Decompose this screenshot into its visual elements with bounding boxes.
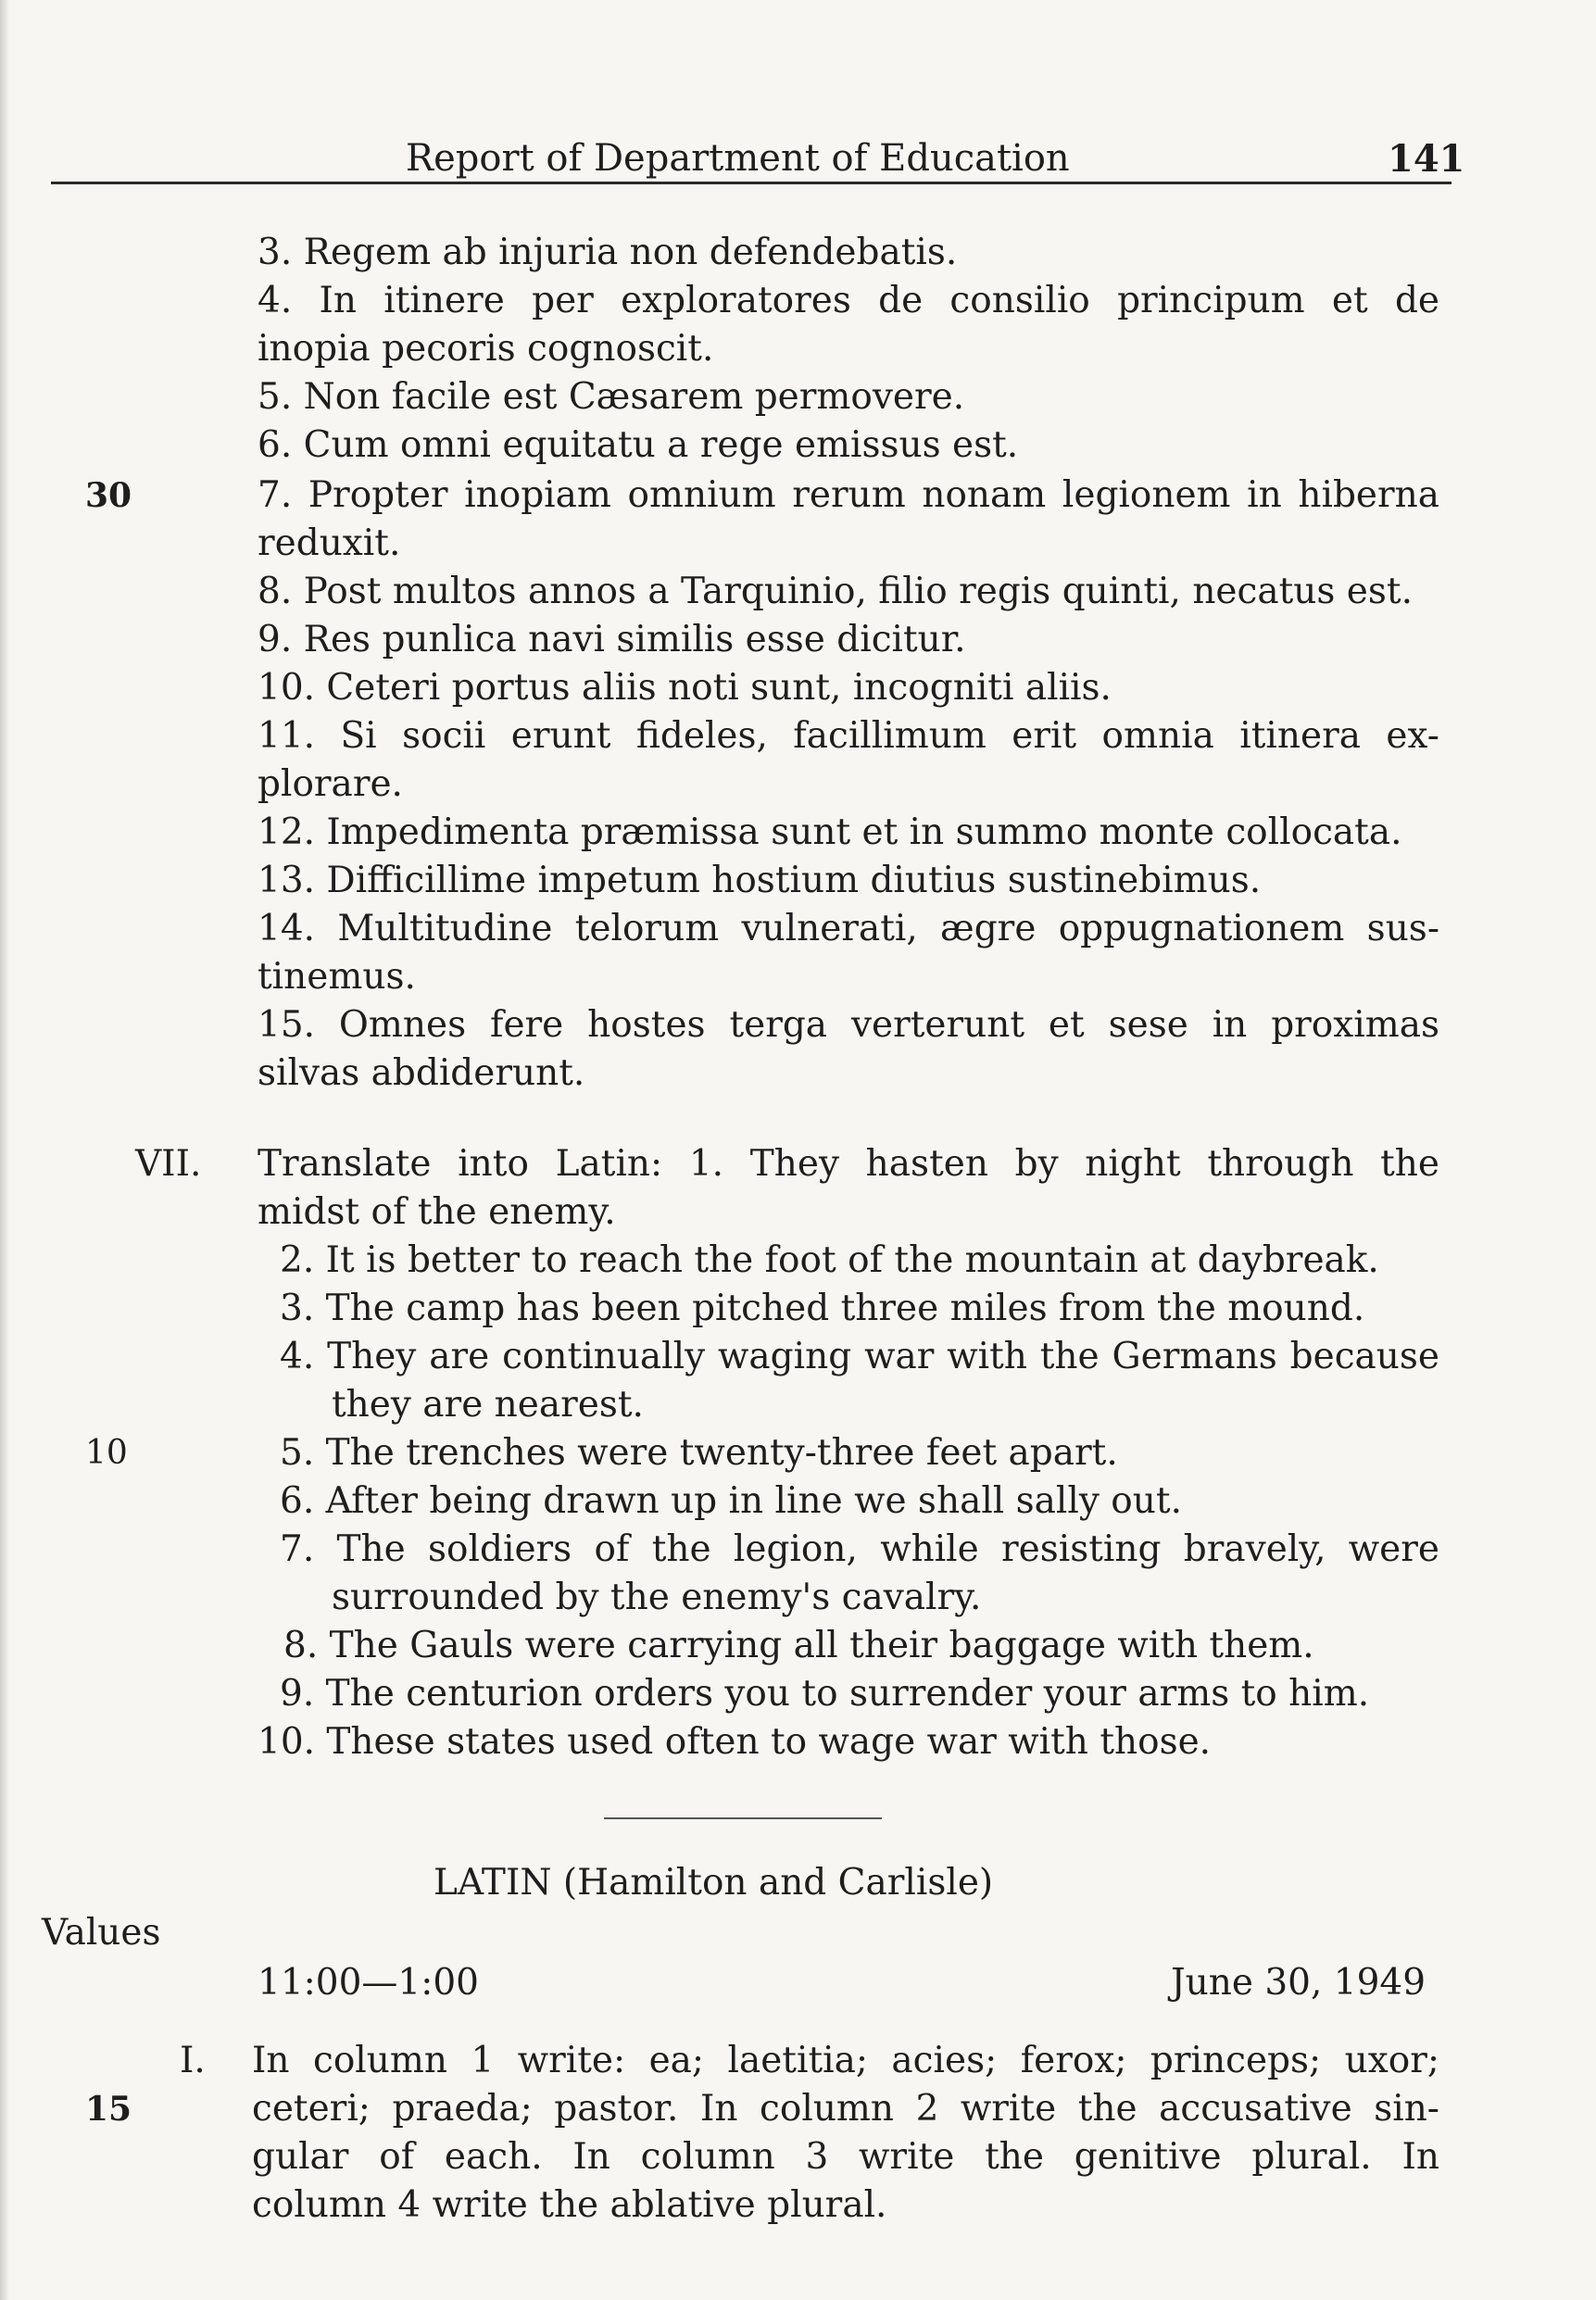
latin-sentence-11: 11. Si socii erunt fideles, facillimum erit omnia itinera ex- [258, 715, 1439, 757]
translation-item-9: 9. The centurion orders you to surrender your arms to him. [280, 1673, 1370, 1715]
section-separator-rule [604, 1817, 882, 1819]
exam-title: LATIN (Hamilton and Carlisle) [434, 1862, 994, 1904]
exam-time: 11:00—1:00 [258, 1962, 479, 2004]
latin-sentence-10: 10. Ceteri portus aliis noti sunt, incogniti aliis. [258, 667, 1112, 709]
latin-sentence-15-cont: silvas abdiderunt. [258, 1052, 585, 1094]
translation-item-3: 3. The camp has been pitched three miles from the mound. [280, 1288, 1365, 1329]
question-i-line-4: column 4 write the ablative plural. [252, 2184, 887, 2226]
latin-sentence-14: 14. Multitudine telorum vulnerati, ægre oppugnationem sus- [258, 908, 1439, 949]
question-i-line-3: gular of each. In column 3 write the genitive plural. In [252, 2136, 1439, 2178]
latin-sentence-15: 15. Omnes fere hostes terga verterunt et sese in proximas [258, 1004, 1439, 1046]
question-i-line-1: In column 1 write: ea; laetitia; acies; ferox; princeps; uxor; [252, 2040, 1439, 2081]
exam-date: June 30, 1949 [1171, 1962, 1426, 2004]
header-rule [51, 182, 1451, 184]
latin-sentence-8: 8. Post multos annos a Tarquinio, filio regis quinti, necatus est. [258, 571, 1413, 612]
translation-item-8: 8. The Gauls were carrying all their baggage with them. [283, 1625, 1314, 1666]
running-header-title: Report of Department of Education [406, 137, 1070, 180]
latin-sentence-5: 5. Non facile est Cæsarem permovere. [258, 376, 965, 418]
page-edge-shadow [0, 0, 9, 2300]
question-i-numeral: I. [180, 2040, 206, 2081]
latin-sentence-12: 12. Impedimenta præmissa sunt et in summo monte collocata. [258, 811, 1402, 853]
section-vii-intro: Translate into Latin: 1. They hasten by night through the [258, 1143, 1439, 1185]
latin-sentence-14-cont: tinemus. [258, 956, 416, 998]
margin-value-15: 15 [85, 2090, 132, 2129]
margin-line-number-10: 10 [85, 1434, 128, 1472]
latin-sentence-3: 3. Regem ab injuria non defendebatis. [258, 232, 958, 273]
translation-item-5: 5. The trenches were twenty-three feet apart. [280, 1432, 1118, 1474]
latin-sentence-6: 6. Cum omni equitatu a rege emissus est. [258, 424, 1019, 466]
section-vii-numeral: VII. [135, 1143, 202, 1185]
translation-item-4-cont: they are nearest. [332, 1384, 644, 1426]
margin-line-number-30: 30 [85, 476, 132, 515]
section-vii-intro-cont: midst of the enemy. [258, 1191, 616, 1233]
latin-sentence-7: 7. Propter inopiam omnium rerum nonam legionem in hiberna [258, 474, 1439, 516]
latin-sentence-11-cont: plorare. [258, 763, 403, 805]
page-number: 141 [1388, 137, 1465, 181]
translation-item-2: 2. It is better to reach the foot of the mountain at daybreak. [280, 1239, 1379, 1281]
latin-sentence-4-cont: inopia pecoris cognoscit. [258, 328, 714, 370]
latin-sentence-9: 9. Res punlica navi similis esse dicitur. [258, 619, 966, 660]
translation-item-4: 4. They are continually waging war with the Germans because [280, 1336, 1439, 1377]
question-i-line-2: ceteri; praeda; pastor. In column 2 write the accusative sin- [252, 2088, 1439, 2130]
latin-sentence-7-cont: reduxit. [258, 522, 401, 564]
latin-sentence-13: 13. Difficillime impetum hostium diutius sustinebimus. [258, 860, 1262, 901]
translation-item-7: 7. The soldiers of the legion, while resisting bravely, were [280, 1528, 1439, 1570]
translation-item-6: 6. After being drawn up in line we shall sally out. [280, 1480, 1182, 1522]
latin-sentence-4: 4. In itinere per exploratores de consilio principum et de [258, 280, 1439, 321]
translation-item-7-cont: surrounded by the enemy's cavalry. [332, 1577, 982, 1618]
values-column-label: Values [42, 1912, 161, 1954]
translation-item-10: 10. These states used often to wage war with those. [258, 1721, 1212, 1763]
